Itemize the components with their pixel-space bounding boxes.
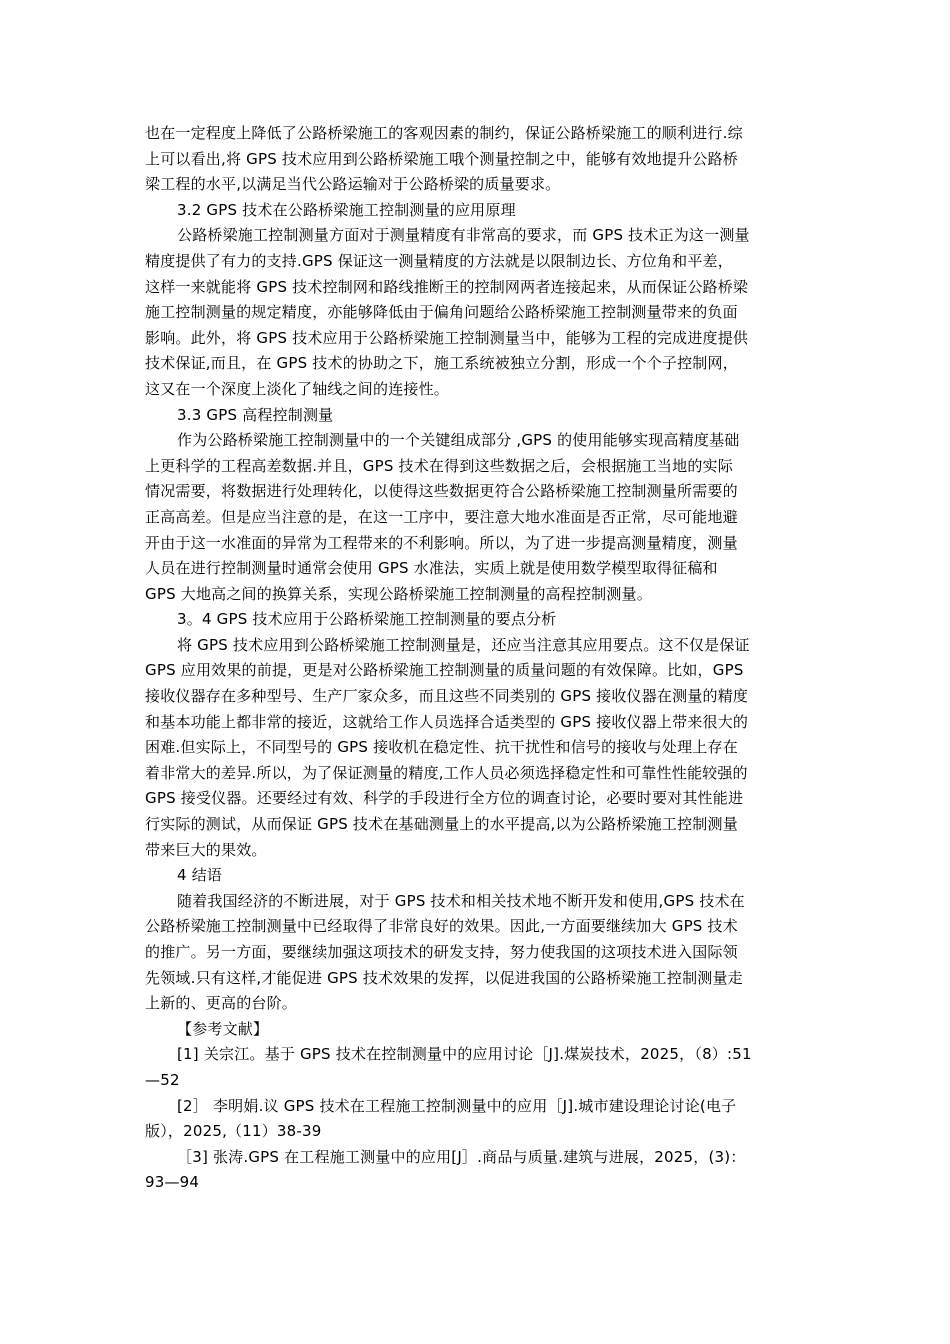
- text-line: 技术保证,而且，在 GPS 技术的协助之下，施工系统被独立分割，形成一个个子控制网，: [145, 354, 738, 373]
- text-line: 和基本功能上都非常的接近，这就给工作人员选择合适类型的 GPS 接收仪器上带来很大的: [145, 712, 749, 731]
- text-line: 【参考文献】: [177, 1019, 269, 1038]
- text-line: 版），2025,（11）38-39: [145, 1122, 322, 1141]
- text-line: 上可以看出,将 GPS 技术应用到公路桥梁施工哦个测量控制之中，能够有效地提升公路桥: [145, 149, 738, 168]
- text-line: 行实际的测试，从而保证 GPS 技术在基础测量上的水平提高,以为公路桥梁施工控制测量: [145, 815, 738, 834]
- text-line: 93—94: [145, 1173, 200, 1192]
- text-line: GPS 大地高之间的换算关系，实现公路桥梁施工控制测量的高程控制测量。: [145, 584, 652, 603]
- text-line: 人员在进行控制测量时通常会使用 GPS 水准法，实质上就是使用数学模型取得征稿和: [145, 559, 718, 578]
- text-line: 正高高差。但是应当注意的是，在这一工序中，要注意大地水准面是否正常，尽可能地避: [145, 507, 738, 526]
- text-line: 开由于这一水准面的异常为工程带来的不利影响。所以，为了进一步提高测量精度，测量: [145, 533, 738, 552]
- text-line: 4 结语: [177, 866, 223, 885]
- text-line: 这又在一个深度上淡化了轴线之间的连接性。: [145, 379, 450, 398]
- text-line: 上更科学的工程高差数据.并且，GPS 技术在得到这些数据之后，会根据施工当地的实际: [145, 456, 733, 475]
- text-line: [1] 关宗江。基于 GPS 技术在控制测量中的应用讨论［J].煤炭技术，2025，（8）:51: [177, 1045, 752, 1064]
- text-line: [2］ 李明娟.议 GPS 技术在工程施工控制测量中的应用［J].城市建设理论讨论(电子: [177, 1096, 737, 1115]
- text-line: 随着我国经济的不断进展，对于 GPS 技术和相关技术地不断开发和使用,GPS 技术在: [177, 891, 745, 910]
- text-line: 作为公路桥梁施工控制测量中的一个关键组成部分 ,GPS 的使用能够实现高精度基础: [177, 431, 740, 450]
- text-line: 先领域.只有这样,才能促进 GPS 技术效果的发挥，以促进我国的公路桥梁施工控制测量走: [145, 968, 743, 987]
- text-line: 影响。此外，将 GPS 技术应用于公路桥梁施工控制测量当中，能够为工程的完成进度提供: [145, 328, 749, 347]
- text-line: 公路桥梁施工控制测量方面对于测量精度有非常高的要求，而 GPS 技术正为这一测量: [177, 226, 750, 245]
- text-line: 3.3 GPS 高程控制测量: [177, 405, 334, 424]
- text-line: 公路桥梁施工控制测量中已经取得了非常良好的效果。因此,一方面要继续加大 GPS 技术: [145, 917, 738, 936]
- text-line: 情况需要，将数据进行处理转化，以使得这些数据更符合公路桥梁施工控制测量所需要的: [145, 482, 738, 501]
- text-line: GPS 接受仪器。还要经过有效、科学的手段进行全方位的调查讨论，必要时要对其性能进: [145, 789, 744, 808]
- text-line: ［3] 张涛.GPS 在工程施工测量中的应用[J］.商品与质量.建筑与进展，2025，(3)：: [177, 1147, 746, 1166]
- text-line: GPS 应用效果的前提，更是对公路桥梁施工控制测量的质量问题的有效保障。比如，GPS: [145, 661, 744, 680]
- text-line: 接收仪器存在多种型号、生产厂家众多，而且这些不同类别的 GPS 接收仪器在测量的精度: [145, 687, 749, 706]
- text-line: 施工控制测量的规定精度，亦能够降低由于偏角问题给公路桥梁施工控制测量带来的负面: [145, 303, 738, 322]
- document-page: [145, 121, 810, 1196]
- text-line: 3。4 GPS 技术应用于公路桥梁施工控制测量的要点分析: [177, 610, 557, 629]
- text-line: 带来巨大的果效。: [145, 840, 267, 859]
- text-line: 也在一定程度上降低了公路桥梁施工的客观因素的制约，保证公路桥梁施工的顺利进行.综: [145, 124, 743, 142]
- text-line: 的推广。另一方面，要继续加强这项技术的研发支持，努力使我国的这项技术进入国际领: [145, 943, 738, 961]
- text-line: 困难.但实际上，不同型号的 GPS 接收机在稳定性、抗干扰性和信号的接收与处理上存在: [145, 738, 738, 757]
- text-line: 梁工程的水平,以满足当代公路运输对于公路桥梁的质量要求。: [145, 175, 561, 194]
- text-line: 上新的、更高的台阶。: [145, 994, 298, 1013]
- text-line: 这样一来就能将 GPS 技术控制网和路线推断王的控制网两者连接起来，从而保证公路桥梁: [145, 277, 749, 296]
- text-line: 3.2 GPS 技术在公路桥梁施工控制测量的应用原理: [177, 200, 516, 219]
- text-line: 着非常大的差异.所以，为了保证测量的精度,工作人员必须选择稳定性和可靠性性能较强的: [145, 763, 748, 782]
- text-line: 将 GPS 技术应用到公路桥梁施工控制测量是，还应当注意其应用要点。这不仅是保证: [177, 635, 750, 654]
- text-line: —52: [145, 1070, 180, 1089]
- text-line: 精度提供了有力的支持.GPS 保证这一测量精度的方法就是以限制边长、方位角和平差，: [145, 251, 733, 270]
